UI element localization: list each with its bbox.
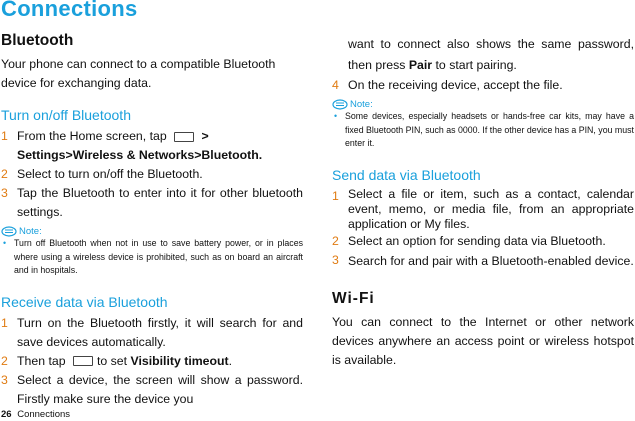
note-icon xyxy=(1,226,17,237)
step-text: Select a file or item, such as a contact, calendar event, memo, or media file, from an appropriate application or My files. xyxy=(348,186,634,231)
step-text: On the receiving device, accept the file. xyxy=(348,78,563,92)
step-text: Turn on the Bluetooth firstly, it will search for and save devices automatically. xyxy=(17,315,303,349)
note-bullet: • xyxy=(3,238,7,248)
step-number: 2 xyxy=(332,233,339,248)
send-step-3 xyxy=(332,251,634,272)
step-text-a: From the Home screen, tap xyxy=(17,129,167,143)
send-heading: Send data via Bluetooth xyxy=(332,166,481,183)
step-text-b: > xyxy=(201,129,209,143)
step-number: 4 xyxy=(332,78,339,92)
step-number: 2 xyxy=(1,353,8,368)
settings-path: Settings>Wireless & Networks>Bluetooth. xyxy=(17,148,263,162)
step-text xyxy=(17,352,303,371)
step-number: 3 xyxy=(1,372,8,387)
note-header xyxy=(332,99,634,110)
note-pin xyxy=(332,99,634,151)
bluetooth-heading: Bluetooth xyxy=(1,32,74,49)
note-header xyxy=(1,226,303,237)
bluetooth-intro: Your phone can connect to a compatible Bluetooth device for exchanging data. xyxy=(1,57,276,90)
step-text xyxy=(17,127,303,165)
note-item xyxy=(1,237,303,278)
turn-step-3 xyxy=(1,184,303,222)
receive-step-3-continued xyxy=(332,34,634,76)
step-number: 3 xyxy=(1,186,8,200)
step-end: . xyxy=(228,353,233,368)
right-column xyxy=(332,34,634,370)
note-label: Note: xyxy=(350,99,373,110)
menu-key-icon xyxy=(174,132,194,142)
note-label: Note: xyxy=(19,226,42,237)
step-number: 1 xyxy=(1,315,8,330)
wifi-heading: Wi-Fi xyxy=(332,289,375,307)
step-text: Search for and pair with a Bluetooth-enabled device. xyxy=(348,253,634,268)
note-battery xyxy=(1,226,303,278)
page-title: Connections xyxy=(1,0,138,21)
page-footer xyxy=(1,409,70,420)
menu-key-icon xyxy=(73,356,93,366)
send-step-2 xyxy=(332,232,634,251)
note-item xyxy=(332,110,634,151)
step-text: Select an option for sending data via Bluetooth. xyxy=(348,233,606,248)
step-number: 3 xyxy=(332,252,339,267)
turn-step-1 xyxy=(1,127,303,165)
page-number: 26 xyxy=(1,409,12,420)
note-icon xyxy=(332,99,348,110)
send-step-1 xyxy=(332,187,634,232)
step-text: Select to turn on/off the Bluetooth. xyxy=(17,167,203,181)
visibility-timeout-option: Visibility timeout xyxy=(130,353,229,368)
turn-on-off-heading: Turn on/off Bluetooth xyxy=(1,107,131,123)
step-number: 1 xyxy=(1,129,8,143)
receive-step-1 xyxy=(1,314,303,352)
step-number: 2 xyxy=(1,167,8,181)
receive-step-2 xyxy=(1,352,303,371)
receive-heading: Receive data via Bluetooth xyxy=(1,293,168,310)
step-text: Select a device, the screen will show a password. Firstly make sure the device you xyxy=(17,372,303,406)
turn-step-2 xyxy=(1,165,303,184)
note-bullet: • xyxy=(334,111,338,121)
left-column xyxy=(1,32,303,409)
wifi-text: You can connect to the Internet or other network devices anywhere an access point or wireless hotspot is available. xyxy=(332,314,634,367)
receive-step-3 xyxy=(1,371,303,409)
cont-text-b: to start pairing. xyxy=(435,58,517,72)
step-text: Tap the Bluetooth to enter into it for other bluetooth settings. xyxy=(17,186,303,219)
step-text-a: Then tap xyxy=(17,353,66,368)
footer-label: Connections xyxy=(17,409,71,420)
pair-option: Pair xyxy=(408,58,433,72)
receive-step-4 xyxy=(332,76,634,95)
note-text: Some devices, especially headsets or hands-free car kits, may have a fixed Bluetooth PIN, such as 0000. If the other device has a PIN, you must enter it. xyxy=(345,111,634,148)
note-text: Turn off Bluetooth when not in use to save battery power, or in places where using a wireless device is prohibited, such as on board an aircraft and in hospitals. xyxy=(14,238,303,275)
step-number: 1 xyxy=(332,188,339,203)
cont-text-a: want to connect also shows the same password, then press xyxy=(348,37,634,72)
step-text-b: to set xyxy=(96,353,128,368)
